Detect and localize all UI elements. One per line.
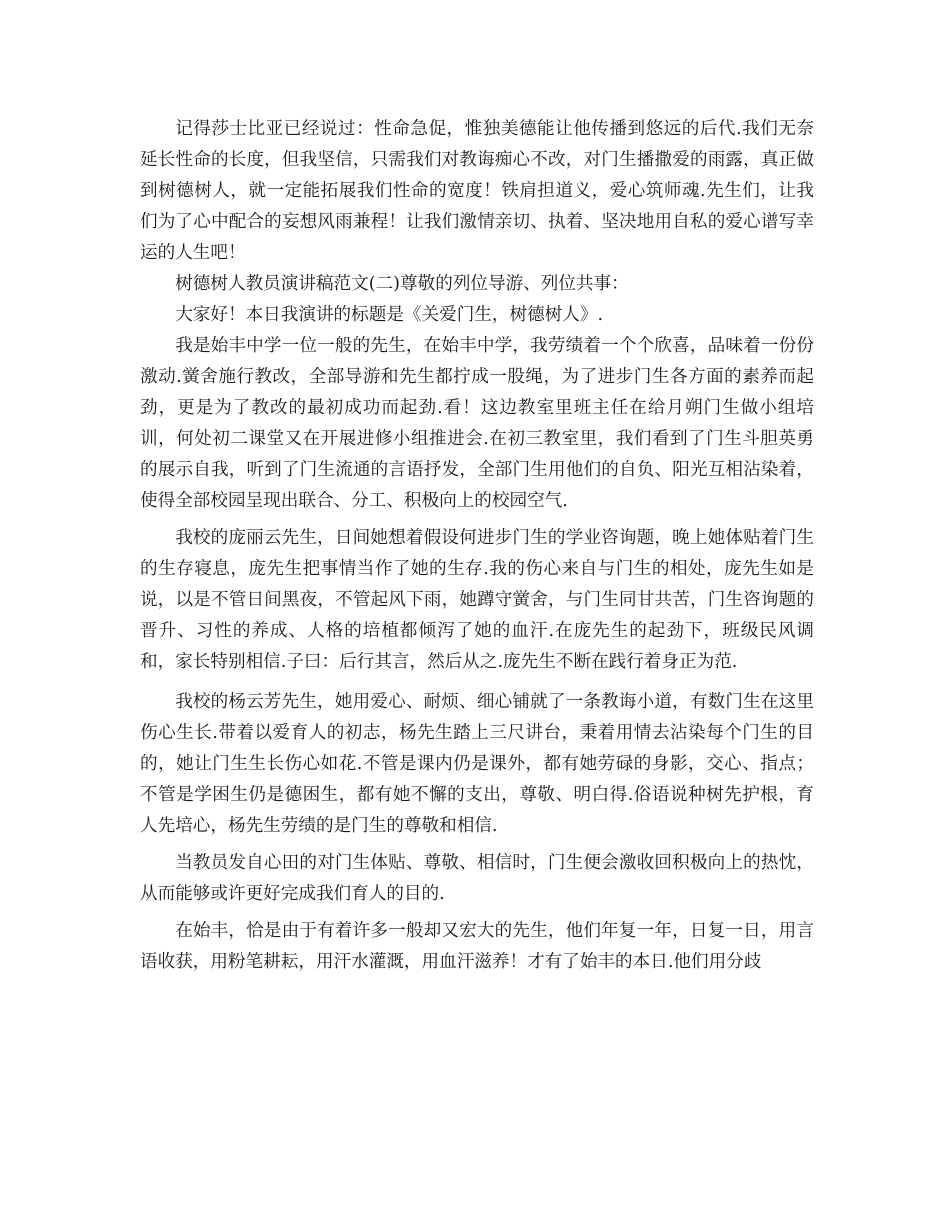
paragraph-teacher-yang: 我校的杨云芳先生，她用爱心、耐烦、细心铺就了一条教诲小道，有数门生在这里伤心生长.带着以爱育人的初志，杨先生踏上三尺讲台，秉着用情去沾染每个门生的目的，她让门生生长伤心如花.不管是课内仍是课外，都有她劳碌的身影，交心、指点；不管是学困生仍是德困生，都有她不懈的支出，尊敬、明白得.俗语说种树先护根，育人先培心，杨先生劳绩的是门生的尊敬和相信. <box>140 692 814 836</box>
document-body <box>140 114 814 978</box>
paragraph-teacher-care: 当教员发自心田的对门生体贴、尊敬、相信时，门生便会激收回积极向上的热忱，从而能够或许更好完成我们育人的目的. <box>140 853 814 904</box>
paragraph-speech-title: 树德树人教员演讲稿范文(二)尊敬的列位导游、列位共事： <box>175 274 629 294</box>
paragraph-teacher-pang: 我校的庞丽云先生，日间她想着假设何进步门生的学业咨询题，晚上她体贴着门生的生存寝息，庞先生把事情当作了她的生存.我的伤心来自与门生的相处，庞先生如是说，以是不管日间黑夜，不管起风下雨，她蹲守黉舍，与门生同甘共苦，门生咨询题的晋升、习性的养成、人格的培植都倾泻了她的血汗.在庞先生的起劲下，班级民风调和，家长特别相信.子曰：后行其言，然后从之.庞先生不断在践行着身正为范. <box>140 528 814 672</box>
paragraph-greeting: 大家好！本日我演讲的标题是《关爱门生，树德树人》. <box>175 305 604 325</box>
paragraph-shifeng-teachers: 在始丰，恰是由于有着许多一般却又宏大的先生，他们年复一年，日复一日，用言语收获，用粉笔耕耘，用汗水灌溉，用血汗滋养！才有了始丰的本日.他们用分歧 <box>140 921 814 972</box>
paragraph-school-intro: 我是始丰中学一位一般的先生，在始丰中学，我劳绩着一个个欣喜，品味着一份份激动.黉舍施行教改，全部导游和先生都拧成一股绳，为了进步门生各方面的素养而起劲，更是为了教改的最初成功而起劲.看！这边教室里班主任在给月朔门生做小组培训，何处初二课堂又在开展进修小组推进会.在初三教室里，我们看到了门生斗胆英勇的展示自我，听到了门生流通的言语抒发，全部门生用他们的自负、阳光互相沾染着，使得全部校园呈现出联合、分工、积极向上的校园空气. <box>140 336 814 511</box>
paragraph-shakespeare-quote: 记得莎士比亚已经说过：性命急促，惟独美德能让他传播到悠远的后代.我们无奈延长性命的长度，但我坚信，只需我们对教诲痴心不改，对门生播撒爱的雨露，真正做到树德树人，就一定能拓展我们性命的宽度！铁肩担道义，爱心筑师魂.先生们，让我们为了心中配合的妄想风雨兼程！让我们激情亲切、执着、坚决地用自私的爱心谱写幸运的人生吧！ <box>140 119 814 263</box>
